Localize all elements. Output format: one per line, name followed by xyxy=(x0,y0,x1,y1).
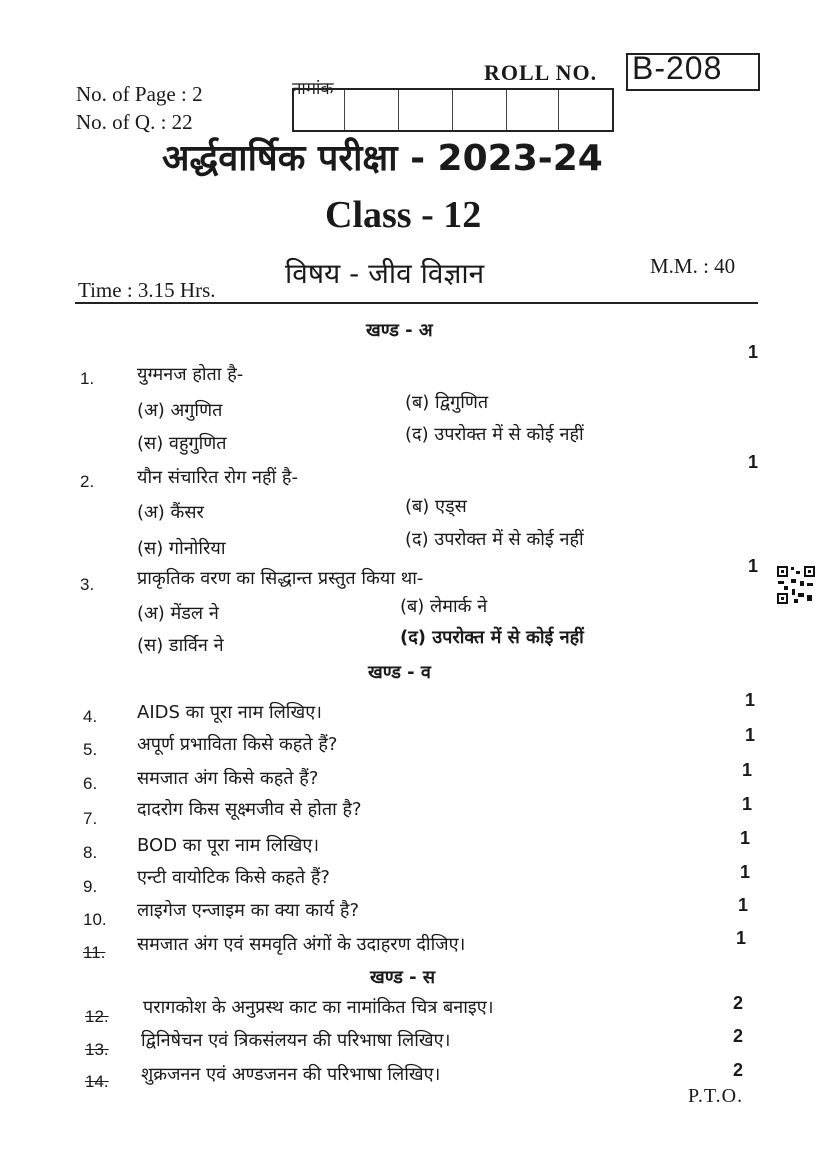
question-text: युग्मनज होता है- xyxy=(137,364,244,385)
question-number: 12. xyxy=(85,1007,109,1026)
question-number: 2. xyxy=(80,472,95,491)
section-c-title: खण्ड - स xyxy=(370,967,436,988)
question-number: 5. xyxy=(83,740,98,759)
question-text: प्राकृतिक वरण का सिद्धान्त प्रस्तुत किया था- xyxy=(137,568,424,589)
question-text: एन्टी वायोटिक किसे कहते हैं? xyxy=(137,867,330,888)
question-text: यौन संचारित रोग नहीं है- xyxy=(137,467,298,488)
question-marks: 2 xyxy=(733,1060,744,1080)
qr-code xyxy=(776,565,816,605)
question-number: 11. xyxy=(83,943,106,962)
option-c: (स) डार्विन ने xyxy=(137,635,224,656)
question-text: द्विनिषेचन एवं त्रिकसंलयन की परिभाषा लिखिए। xyxy=(141,1030,451,1051)
question-text: अपूर्ण प्रभाविता किसे कहते हैं? xyxy=(137,734,338,755)
question-number: 14. xyxy=(85,1072,109,1091)
question-text: समजात अंग एवं समवृति अंगों के उदाहरण दीजिए। xyxy=(137,934,466,955)
page-turn-note: P.T.O. xyxy=(688,1085,744,1107)
question-text: BOD का पूरा नाम लिखिए। xyxy=(137,835,320,856)
option-d: (द) उपरोक्त में से कोई नहीं xyxy=(405,529,584,550)
question-number: 3. xyxy=(80,575,95,594)
option-d: (द) उपरोक्त में से कोई नहीं xyxy=(400,627,584,648)
option-a: (अ) मेंडल ने xyxy=(137,603,219,624)
option-d: (द) उपरोक्त में से कोई नहीं xyxy=(405,424,584,445)
option-a: (अ) अगुणित xyxy=(137,400,223,421)
question-number: 4. xyxy=(83,707,98,726)
question-text: समजात अंग किसे कहते हैं? xyxy=(137,768,319,789)
question-marks: 1 xyxy=(748,342,759,362)
question-text: AIDS का पूरा नाम लिखिए। xyxy=(137,702,322,723)
section-a-title: खण्ड - अ xyxy=(366,320,433,341)
question-marks: 1 xyxy=(740,828,751,848)
question-number: 13. xyxy=(85,1040,109,1059)
page-count: No. of Page : 2 xyxy=(76,82,203,106)
exam-title: अर्द्धवार्षिक परीक्षा - 2023-24 xyxy=(162,138,603,179)
question-number: 8. xyxy=(83,843,98,862)
option-c: (स) वहुगुणित xyxy=(137,433,227,454)
question-count: No. of Q. : 22 xyxy=(76,110,193,134)
max-marks: M.M. : 40 xyxy=(650,254,736,278)
question-marks: 1 xyxy=(742,760,753,780)
option-c: (स) गोनोरिया xyxy=(137,538,226,559)
option-b: (ब) एड्स xyxy=(405,496,467,517)
question-marks: 1 xyxy=(748,452,759,472)
subject-heading: विषय - जीव विज्ञान xyxy=(285,257,485,290)
question-number: 10. xyxy=(83,910,107,929)
question-marks: 2 xyxy=(733,993,744,1013)
question-number: 9. xyxy=(83,877,98,896)
class-heading: Class - 12 xyxy=(325,194,482,236)
header-divider xyxy=(75,302,758,304)
option-b: (ब) लेमार्क ने xyxy=(400,596,488,617)
question-text: शुक्रजनन एवं अण्डजनन की परिभाषा लिखिए। xyxy=(141,1064,441,1085)
question-text: परागकोश के अनुप्रस्थ काट का नामांकित चित्र बनाइए। xyxy=(143,997,494,1018)
question-marks: 1 xyxy=(742,794,753,814)
question-marks: 1 xyxy=(740,862,751,882)
question-marks: 1 xyxy=(738,895,749,915)
question-text: लाइगेज एन्जाइम का क्या कार्य है? xyxy=(137,900,359,921)
section-b-title: खण्ड - व xyxy=(368,662,431,683)
question-number: 6. xyxy=(83,774,98,793)
question-marks: 2 xyxy=(733,1026,744,1046)
option-b: (ब) द्विगुणित xyxy=(405,392,489,413)
question-marks: 1 xyxy=(745,725,756,745)
roll-hindi-label: नामांक xyxy=(292,79,334,99)
question-marks: 1 xyxy=(745,690,756,710)
roll-number-value: B-208 xyxy=(632,50,723,86)
roll-label: ROLL NO. xyxy=(484,60,598,85)
option-a: (अ) कैंसर xyxy=(137,502,204,523)
question-text: दादरोग किस सूक्ष्मजीव से होता है? xyxy=(137,799,362,820)
question-marks: 1 xyxy=(736,928,747,948)
exam-time: Time : 3.15 Hrs. xyxy=(78,278,216,302)
roll-number-grid xyxy=(292,88,614,132)
question-number: 7. xyxy=(83,809,98,828)
question-marks: 1 xyxy=(748,556,759,576)
question-number: 1. xyxy=(80,369,95,388)
